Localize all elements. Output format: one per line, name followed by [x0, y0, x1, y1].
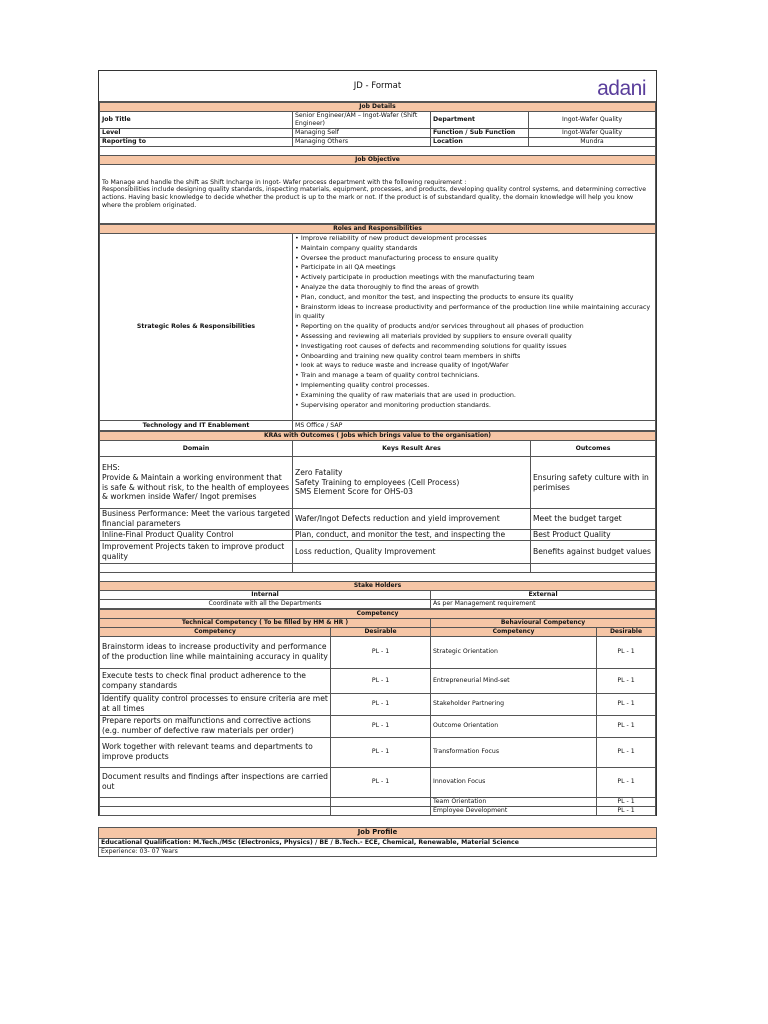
role-item: • look at ways to reduce waste and increase quality of Ingot/Wafer — [295, 361, 653, 371]
role-item: • Onboarding and training new quality control team members in shifts — [295, 352, 653, 362]
tech-enablement-label: Technology and IT Enablement — [100, 421, 293, 431]
internal-label: Internal — [100, 590, 431, 599]
role-item: • Supervising operator and monitoring production standards. — [295, 401, 653, 411]
experience-text: Experience: 03- 07 Years — [99, 847, 657, 856]
ehs-kras — [293, 457, 531, 509]
stakeholders-table — [99, 573, 656, 609]
beh-competency: Innovation Focus — [431, 767, 597, 797]
job-profile-table — [98, 827, 657, 857]
beh-competency: Entrepreneurial Mind-set — [431, 668, 597, 693]
role-item: • Implementing quality control processes. — [295, 381, 653, 391]
beh-competency: Employee Development — [431, 806, 597, 815]
spacer-cell — [531, 563, 656, 572]
tech-level: PL - 1 — [331, 668, 431, 693]
tech-competency: Prepare reports on malfunctions and corrective actions (e.g. number of defective raw materials per order) — [100, 715, 331, 737]
ehs-outcome: Ensuring safety culture with in perimises — [531, 457, 656, 509]
beh-level: PL - 1 — [597, 668, 656, 693]
reporting-label: Reporting to — [100, 138, 293, 147]
spacer-cell — [100, 563, 293, 572]
external-label: External — [431, 590, 656, 599]
beh-col-competency: Competency — [431, 627, 597, 636]
kra-row-kra: Loss reduction, Quality Improvement — [293, 540, 531, 563]
role-item: • Participate in all QA meetings — [295, 263, 653, 273]
adani-logo — [597, 77, 646, 101]
beh-level: PL - 1 — [597, 806, 656, 815]
location-value: Mundra — [529, 138, 656, 147]
job-details-header: Job Details — [100, 103, 656, 112]
function-label: Function / Sub Function — [431, 129, 529, 138]
job-objective-text — [100, 165, 656, 224]
tech-level: PL - 1 — [331, 693, 431, 715]
beh-level: PL - 1 — [597, 767, 656, 797]
empty-cell — [331, 806, 431, 815]
level-label: Level — [100, 129, 293, 138]
tech-col-desirable: Desirable — [331, 627, 431, 636]
kra-row-outcome: Meet the budget target — [531, 509, 656, 530]
beh-col-desirable: Desirable — [597, 627, 656, 636]
role-item: • Plan, conduct, and monitor the test, and inspecting the products to ensure its quality — [295, 293, 653, 303]
level-value: Managing Self — [293, 129, 431, 138]
strategic-roles-label: Strategic Roles & Responsibilities — [100, 234, 293, 421]
ehs-title: EHS: — [102, 462, 120, 472]
objective-line-2: Responsibilities include designing quality standards, inspecting materials, equipment, processes, and products, developing quality control systems, and determining corrective actions. Having basic knowledge to decide whether the product is up to the mark or not. If the product is of substandard quality, the domain knowledge will help you know where the problem originated. — [102, 186, 647, 209]
role-item: • Brainstorm ideas to increase productivity and performance of the production line while maintaining accuracy in quality — [295, 303, 653, 323]
beh-competency: Stakeholder Partnering — [431, 693, 597, 715]
job-profile-wrap — [98, 816, 657, 857]
job-profile-header: Job Profile — [99, 827, 657, 838]
beh-competency: Strategic Orientation — [431, 636, 597, 668]
role-item: • Reporting on the quality of products and/or services throughout all phases of production — [295, 322, 653, 332]
role-item: • Improve reliability of new product development processes — [295, 234, 653, 244]
ehs-domain — [100, 457, 293, 509]
jd-sheet — [98, 70, 657, 857]
role-item: • Analyze the data thoroughly to find the areas of growth — [295, 283, 653, 293]
kras-col-kra: Keys Result Ares — [293, 441, 531, 457]
tech-level: PL - 1 — [331, 737, 431, 767]
tech-level: PL - 1 — [331, 767, 431, 797]
kra-row-domain: Business Performance: Meet the various targeted financial parameters — [100, 509, 293, 530]
external-value: As per Management requirement — [431, 599, 656, 608]
behavioural-competency-header: Behavioural Competency — [431, 618, 656, 627]
beh-level: PL - 1 — [597, 737, 656, 767]
tech-competency: Work together with relevant teams and departments to improve products — [100, 737, 331, 767]
technical-competency-header: Technical Competency ( To be filled by HM & HR ) — [100, 618, 431, 627]
kra-row-kra: Plan, conduct, and monitor the test, and inspecting the — [293, 529, 531, 540]
kras-col-outcomes: Outcomes — [531, 441, 656, 457]
beh-level: PL - 1 — [597, 636, 656, 668]
beh-level: PL - 1 — [597, 797, 656, 806]
roles-table — [99, 224, 656, 431]
tech-level: PL - 1 — [331, 715, 431, 737]
spacer-row — [100, 147, 656, 156]
ehs-kra-1: Zero Fatality — [295, 467, 343, 477]
objective-line-1: To Manage and handle the shift as Shift Incharge in Ingot- Wafer process department with the following requirement : — [102, 178, 467, 186]
job-title-value: Senior Engineer/AM – Ingot-Wafer (Shift Engineer) — [293, 112, 431, 129]
beh-level: PL - 1 — [597, 693, 656, 715]
tech-col-competency: Competency — [100, 627, 331, 636]
empty-cell — [100, 806, 331, 815]
role-item: • Investigating root causes of defects and recommending solutions for quality issues — [295, 342, 653, 352]
job-title-label: Job Title — [100, 112, 293, 129]
kra-row-domain: Improvement Projects taken to improve product quality — [100, 540, 293, 563]
location-label: Location — [431, 138, 529, 147]
reporting-value: Managing Others — [293, 138, 431, 147]
ehs-kra-2: Safety Training to employees (Cell Process) — [295, 477, 460, 487]
role-item: • Oversee the product manufacturing process to ensure quality — [295, 254, 653, 264]
ehs-kra-3: SMS Element Score for OHS-03 — [295, 487, 413, 497]
tech-competency: Document results and findings after inspections are carried out — [100, 767, 331, 797]
beh-competency: Transformation Focus — [431, 737, 597, 767]
kra-row-outcome: Benefits against budget values — [531, 540, 656, 563]
stakeholders-header: Stake Holders — [100, 581, 656, 590]
empty-cell — [331, 797, 431, 806]
ehs-desc: Provide & Maintain a working environment that is safe & without risk, to the health of employees & workmen inside Wafer/ Ingot premises — [102, 472, 290, 502]
kra-row-outcome: Best Product Quality — [531, 529, 656, 540]
kras-table — [99, 431, 656, 573]
logo-text: adani — [597, 77, 646, 100]
tech-level: PL - 1 — [331, 636, 431, 668]
beh-competency: Outcome Orientation — [431, 715, 597, 737]
qualification-text: Educational Qualification: M.Tech./MSc (Electronics, Physics) / BE / B.Tech.- ECE, Chemical, Renewable, Material Science — [99, 838, 657, 847]
job-objective-header: Job Objective — [100, 156, 656, 165]
title-bar — [99, 71, 656, 102]
tech-competency: Execute tests to check final product adherence to the company standards — [100, 668, 331, 693]
department-value: Ingot-Wafer Quality — [529, 112, 656, 129]
kra-row-domain: Inline-Final Product Quality Control — [100, 529, 293, 540]
department-label: Department — [431, 112, 529, 129]
role-item: • Train and manage a team of quality control technicians. — [295, 371, 653, 381]
role-item: • Examining the quality of raw materials that are used in production. — [295, 391, 653, 401]
roles-list-cell — [293, 234, 656, 421]
spacer-cell — [293, 563, 531, 572]
spacer-row — [100, 573, 656, 582]
beh-competency: Team Orientation — [431, 797, 597, 806]
document-title: JD - Format — [353, 81, 402, 91]
tech-competency: Identify quality control processes to ensure criteria are met at all times — [100, 693, 331, 715]
tech-competency: Brainstorm ideas to increase productivity and performance of the production line while maintaining accuracy in quality — [100, 636, 331, 668]
competency-header: Competency — [100, 609, 656, 618]
role-item: • Actively participate in production meetings with the manufacturing team — [295, 273, 653, 283]
competency-table — [99, 609, 656, 816]
beh-level: PL - 1 — [597, 715, 656, 737]
roles-header: Roles and Responsibilities — [100, 225, 656, 234]
role-item: • Assessing and reviewing all materials provided by suppliers to ensure overall quality — [295, 332, 653, 342]
internal-value: Coordinate with all the Departments — [100, 599, 431, 608]
kras-col-domain: Domain — [100, 441, 293, 457]
job-details-table — [99, 102, 656, 224]
kras-header: KRAs with Outcomes ( Jobs which brings value to the organisation) — [100, 432, 656, 441]
kra-row-kra: Wafer/Ingot Defects reduction and yield improvement — [293, 509, 531, 530]
role-item: • Maintain company quality standards — [295, 244, 653, 254]
tech-enablement-value: MS Office / SAP — [293, 421, 656, 431]
function-value: Ingot-Wafer Quality — [529, 129, 656, 138]
roles-list — [295, 234, 653, 410]
empty-cell — [100, 797, 331, 806]
